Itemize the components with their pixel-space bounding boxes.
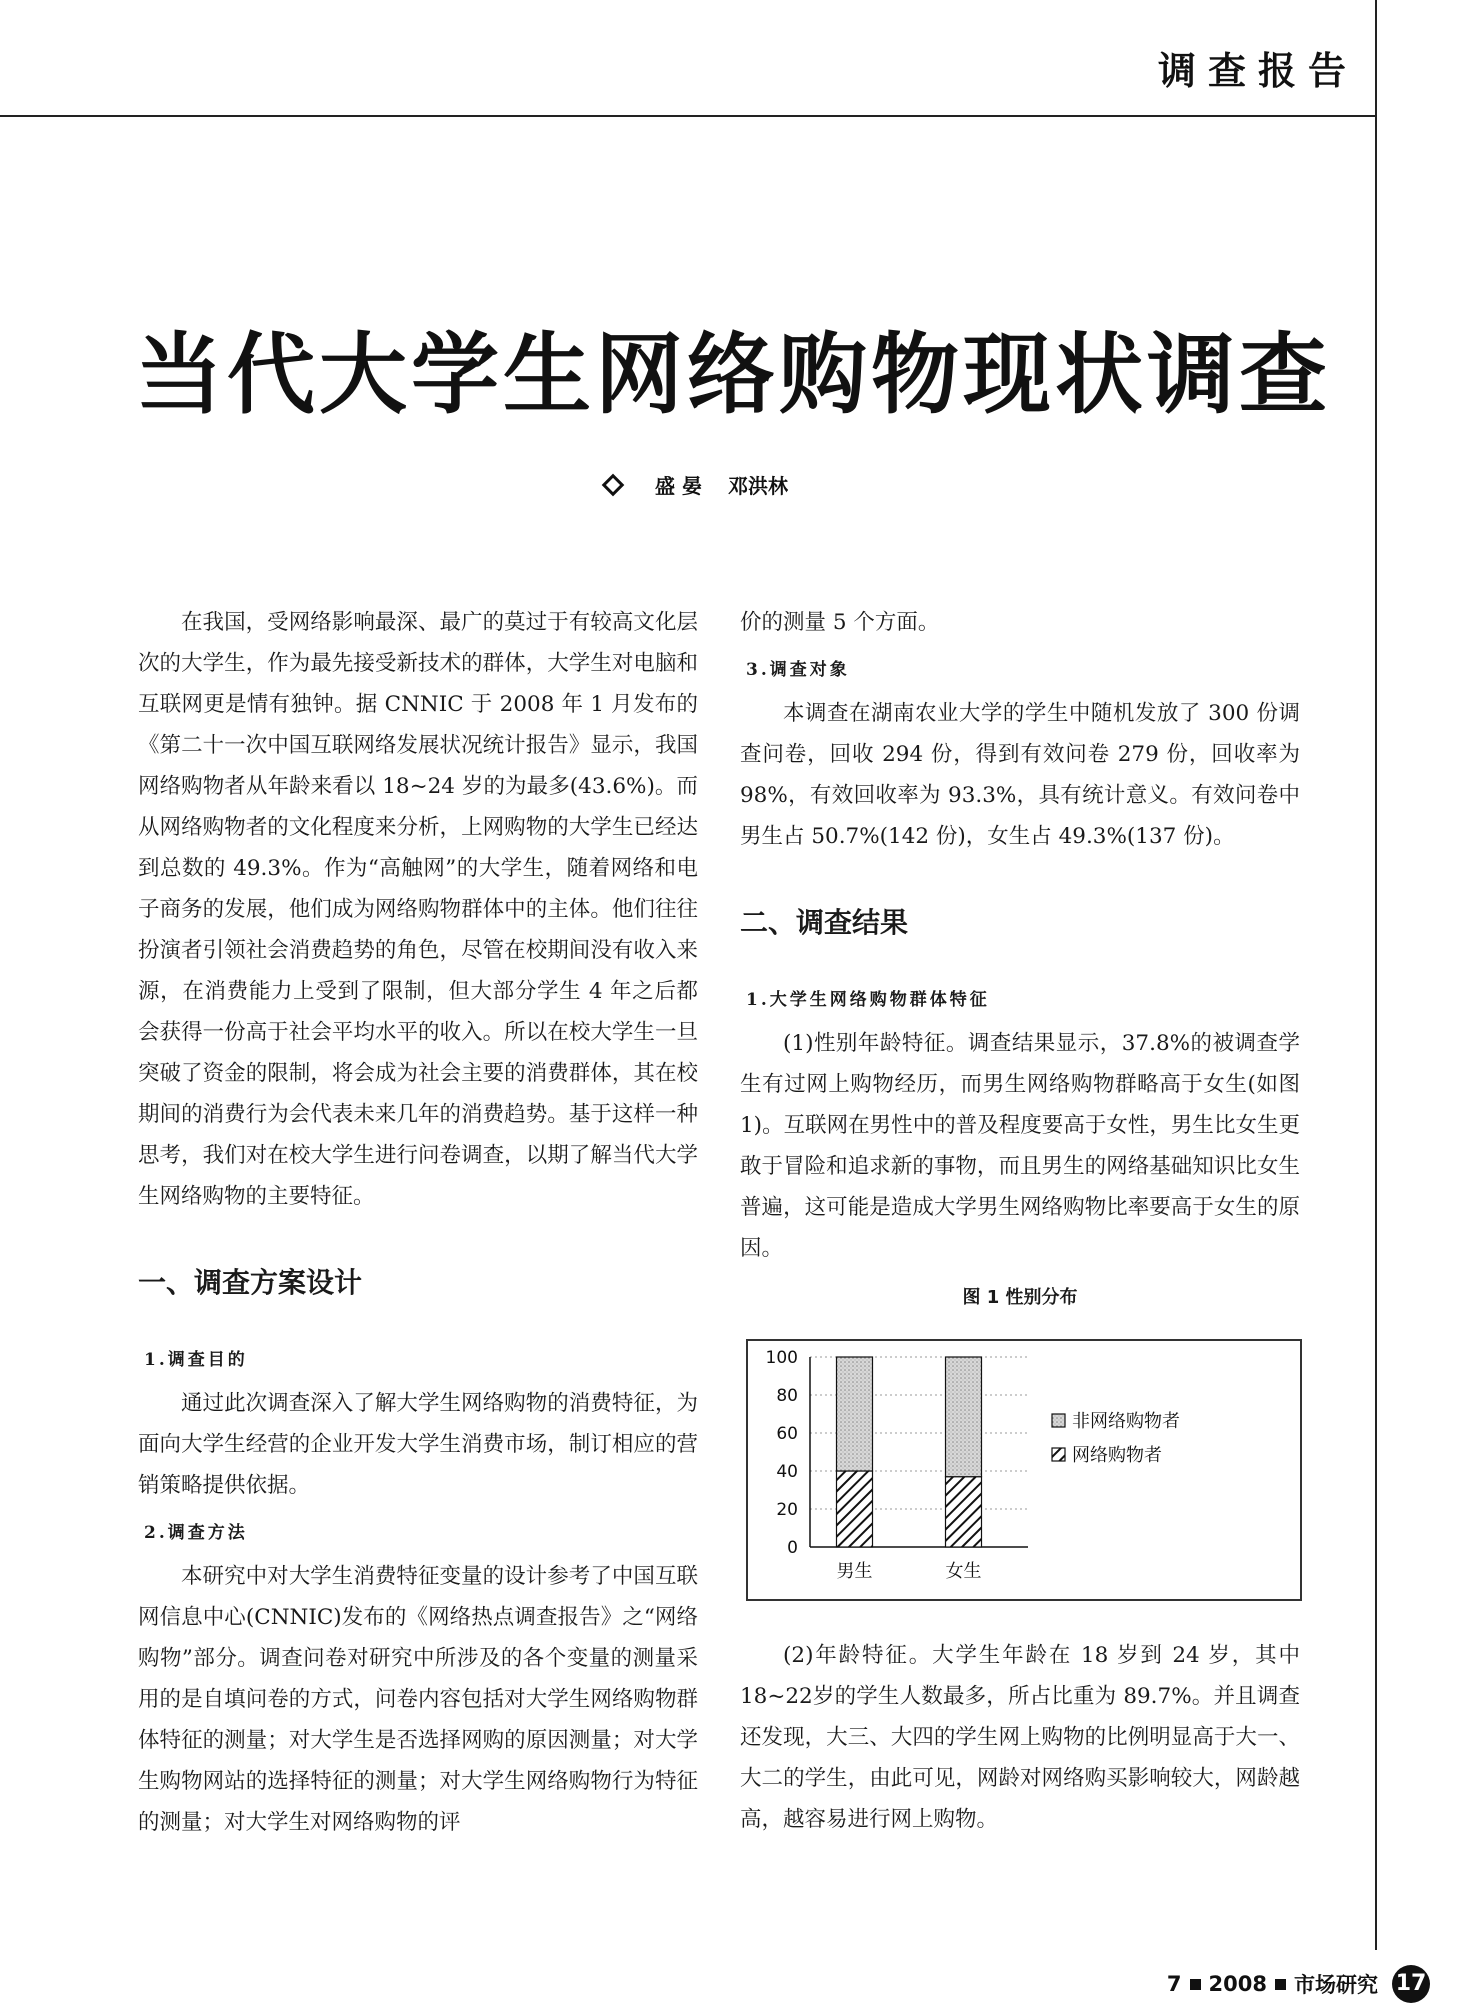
chart-legend-label: 非网络购物者 — [1072, 1411, 1180, 1432]
chart-legend-label: 网络购物者 — [1072, 1445, 1162, 1466]
method-continued: 价的测量 5 个方面。 — [740, 610, 940, 635]
chart-y-tick-label: 100 — [765, 1348, 798, 1368]
author-1: 盛 晏 — [655, 474, 702, 498]
right-column — [740, 602, 1300, 1840]
chart-x-tick-label: 女生 — [945, 1561, 982, 1582]
chart-bar-segment — [837, 1357, 873, 1471]
chart-bar-segment — [946, 1477, 982, 1547]
chart-svg — [748, 1341, 1300, 1599]
subheading-subjects: 3.调查对象 — [746, 660, 850, 680]
chart-y-tick-label: 0 — [787, 1538, 798, 1558]
gender-paragraph: (1)性别年龄特征。调查结果显示，37.8%的被调查学生有过网上购物经历，而男生网络购物群略高于女生(如图 1)。互联网在男性中的普及程度要高于女性，男生比女生更敢于冒险和追求新的事物，而且男生的网络基础知识比女生普遍，这可能是造成大学男生网络购物比率要高于女生的原因。 — [740, 1031, 1300, 1261]
chart-y-tick-label: 40 — [776, 1462, 798, 1482]
square-bullet-icon — [1190, 1979, 1201, 1990]
chart-x-tick-label: 男生 — [836, 1561, 873, 1582]
purpose-paragraph: 通过此次调查深入了解大学生网络购物的消费特征，为面向大学生经营的企业开发大学生消费市场，制订相应的营销策略提供依据。 — [138, 1391, 698, 1498]
subheading-purpose: 1.调查目的 — [144, 1350, 248, 1370]
author-line — [605, 470, 788, 499]
author-2: 邓洪林 — [727, 474, 788, 498]
footer-journal: 市场研究 — [1294, 1973, 1378, 1997]
chart-y-tick-label: 80 — [776, 1386, 798, 1406]
diamond-icon — [602, 473, 625, 496]
gender-chart — [746, 1339, 1302, 1601]
subjects-paragraph: 本调查在湖南农业大学的学生中随机发放了 300 份调查问卷，回收 294 份，得到有效问卷 279 份，回收率为 98%，有效回收率为 93.3%，具有统计意义。有效问卷中男生占 50.7%(142 份)，女生占 49.3%(137 份)。 — [740, 701, 1300, 849]
chart-y-tick-label: 60 — [776, 1424, 798, 1444]
footer-year: 2008 — [1208, 1972, 1267, 1996]
article-title: 当代大学生网络购物现状调查 — [134, 323, 1331, 426]
section-tag: 调查报告 — [1157, 49, 1358, 93]
footer-issue: 7 — [1166, 1972, 1182, 1996]
chart-legend-swatch — [1052, 1414, 1065, 1427]
subheading-group-features: 1.大学生网络购物群体特征 — [746, 990, 990, 1010]
section-heading-2: 二、调查结果 — [740, 906, 909, 939]
section-heading-1: 一、调查方案设计 — [138, 1266, 363, 1299]
chart-bar-segment — [837, 1471, 873, 1547]
page-frame-right-rule — [1375, 0, 1377, 1950]
left-column — [138, 602, 698, 1843]
age-paragraph: (2)年龄特征。大学生年龄在 18 岁到 24 岁，其中 18~22岁的学生人数最多，所占比重为 89.7%。并且调查还发现，大三、大四的学生网上购物的比例明显高于大一、大二的学生，由此可见，网龄对网络购买影响较大，网龄越高，越容易进行网上购物。 — [740, 1643, 1300, 1832]
figure-caption: 图 1 性别分布 — [962, 1287, 1078, 1308]
subheading-method: 2.调查方法 — [144, 1523, 248, 1543]
intro-paragraph: 在我国，受网络影响最深、最广的莫过于有较高文化层次的大学生，作为最先接受新技术的群体，大学生对电脑和互联网更是情有独钟。据 CNNIC 于 2008 年 1 月发布的《第二十一次中国互联网络发展状况统计报告》显示，我国网络购物者从年龄来看以 18~24 岁的为最多(43.6%)。而从网络购物者的文化程度来分析，上网购物的大学生已经达到总数的 49.3%。作为“高触网”的大学生，随着网络和电子商务的发展，他们成为网络购物群体中的主体。他们往往扮演者引领社会消费趋势的角色，尽管在校期间没有收入来源，在消费能力上受到了限制，但大部分学生 4 年之后都会获得一份高于社会平均水平的收入。所以在校大学生一旦突破了资金的限制，将会成为社会主要的消费群体，其在校期间的消费行为会代表未来几年的消费趋势。基于这样一种思考，我们对在校大学生进行问卷调查，以期了解当代大学生网络购物的主要特征。 — [138, 610, 698, 1209]
chart-bar-segment — [946, 1357, 982, 1477]
method-paragraph: 本研究中对大学生消费特征变量的设计参考了中国互联网信息中心(CNNIC)发布的《网络热点调查报告》之“网络购物”部分。调查问卷对研究中所涉及的各个变量的测量采用的是自填问卷的方式，问卷内容包括对大学生网络购物群体特征的测量；对大学生是否选择网购的原因测量；对大学生购物网站的选择特征的测量；对大学生网络购物行为特征的测量；对大学生对网络购物的评 — [138, 1564, 698, 1835]
header-rule — [0, 115, 1377, 117]
chart-legend-swatch — [1052, 1448, 1065, 1461]
square-bullet-icon — [1275, 1979, 1286, 1990]
chart-y-tick-label: 20 — [776, 1500, 798, 1520]
page-footer — [1167, 1965, 1430, 2003]
page-number: 17 — [1392, 1965, 1430, 2003]
